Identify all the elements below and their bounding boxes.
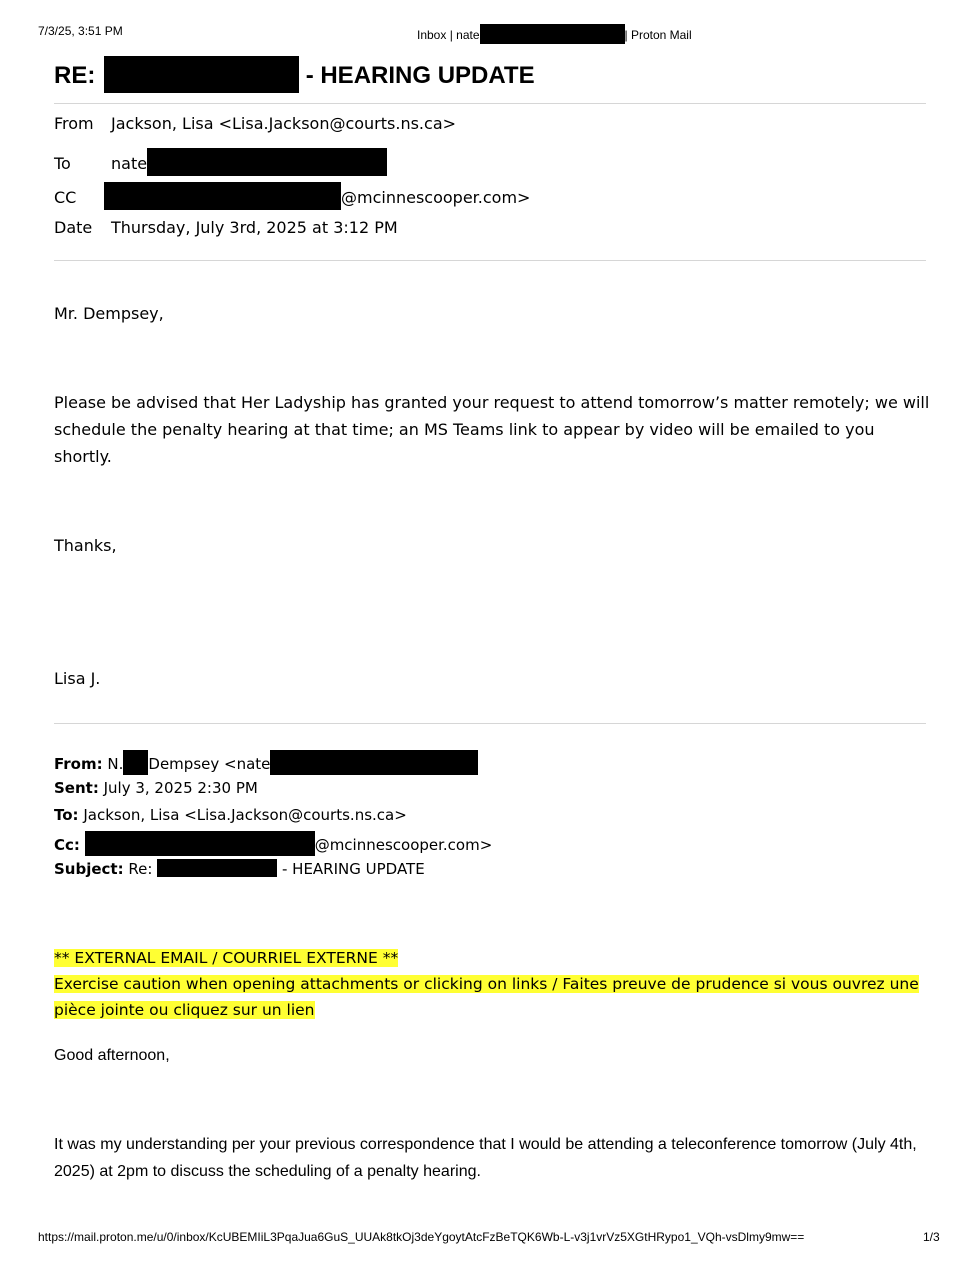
page-url[interactable]: https://mail.proton.me/u/0/inbox/KcUBEMIiL3PqaJua6GuS_UUAk8tkOj3deYgoytAtcFzBeTQK6Wb-L-v3j1vrVz5XGtHRypo1_VQh-vsDlmy9mw== — [38, 1230, 805, 1244]
forwarded-body — [54, 1042, 934, 1185]
fwd-cc-value: @mcinnescooper.com> — [314, 836, 493, 854]
fwd-subject-row — [54, 858, 492, 885]
redaction-block — [480, 24, 625, 44]
tab-title-suffix: | Proton Mail — [624, 28, 692, 42]
fwd-greeting: Good afternoon, — [54, 1047, 170, 1064]
fwd-to-value: Jackson, Lisa <Lisa.Jackson@courts.ns.ca> — [83, 806, 407, 824]
fwd-cc-row — [54, 831, 492, 858]
email-body — [54, 300, 934, 692]
fwd-sent-row — [54, 777, 492, 804]
subject-suffix: - HEARING UPDATE — [305, 62, 535, 89]
redaction-block — [104, 182, 341, 210]
fwd-from-value-a: N. — [107, 755, 124, 773]
redaction-block — [85, 831, 315, 856]
from-value[interactable]: Jackson, Lisa <Lisa.Jackson@courts.ns.ca> — [111, 114, 457, 133]
body-salutation: Mr. Dempsey, — [54, 304, 164, 323]
fwd-cc-label: Cc: — [54, 836, 80, 854]
body-signature: Lisa J. — [54, 669, 101, 688]
fwd-to-label: To: — [54, 806, 79, 824]
from-label: From — [54, 114, 94, 133]
date-label: Date — [54, 217, 93, 237]
tab-title-prefix: Inbox | nate — [417, 28, 480, 42]
email-subject — [54, 56, 535, 93]
redaction-block — [104, 56, 299, 93]
warning-title: ** EXTERNAL EMAIL / COURRIEL EXTERNE ** — [54, 949, 399, 967]
fwd-from-row — [54, 750, 492, 777]
subject-prefix: RE: — [54, 62, 96, 89]
to-value[interactable]: nate — [111, 153, 148, 173]
redaction-block — [270, 750, 478, 775]
redaction-block — [123, 750, 148, 775]
date-value: Thursday, July 3rd, 2025 at 3:12 PM — [111, 217, 398, 237]
divider — [54, 103, 926, 104]
forwarded-header — [54, 750, 492, 885]
page-number: 1/3 — [923, 1230, 940, 1244]
redaction-block — [147, 148, 387, 176]
fwd-from-label: From: — [54, 755, 103, 773]
print-tab-title — [417, 24, 692, 44]
email-meta — [54, 113, 530, 251]
fwd-to-row — [54, 804, 492, 831]
print-header — [0, 24, 979, 42]
fwd-paragraph: It was my understanding per your previous correspondence that I would be attending a teleconference tomorrow (July 4th, 2025) at 2pm to discuss the scheduling of a penalty hearing. — [54, 1136, 917, 1180]
warning-text: Exercise caution when opening attachments or clicking on links / Faites preuve de prudence si vous ouvrez une pièce jointe ou cliquez sur un lien — [54, 975, 919, 1019]
fwd-from-value-b: Dempsey <nate — [148, 755, 271, 773]
cc-label: CC — [54, 188, 77, 207]
external-email-warning — [54, 945, 934, 1023]
divider — [54, 260, 926, 261]
meta-to-row — [54, 148, 530, 183]
meta-from-row — [54, 113, 530, 148]
fwd-subject-value-a: Re: — [128, 860, 153, 878]
meta-cc-row — [54, 182, 530, 217]
meta-date-row — [54, 217, 530, 252]
body-paragraph: Please be advised that Her Ladyship has granted your request to attend tomorrow’s matter remotely; we will schedule the penalty hearing at that time; an MS Teams link to appear by video will be emailed to you shortly. — [54, 393, 930, 466]
cc-value[interactable]: @mcinnescooper.com> — [341, 188, 531, 207]
to-label: To — [54, 153, 71, 173]
fwd-subject-value-b: - HEARING UPDATE — [281, 860, 425, 878]
redaction-block — [157, 859, 277, 877]
divider — [54, 723, 926, 724]
body-thanks: Thanks, — [54, 536, 117, 555]
fwd-sent-label: Sent: — [54, 779, 99, 797]
fwd-sent-value: July 3, 2025 2:30 PM — [103, 779, 258, 797]
fwd-subject-label: Subject: — [54, 860, 124, 878]
print-timestamp: 7/3/25, 3:51 PM — [38, 24, 123, 38]
